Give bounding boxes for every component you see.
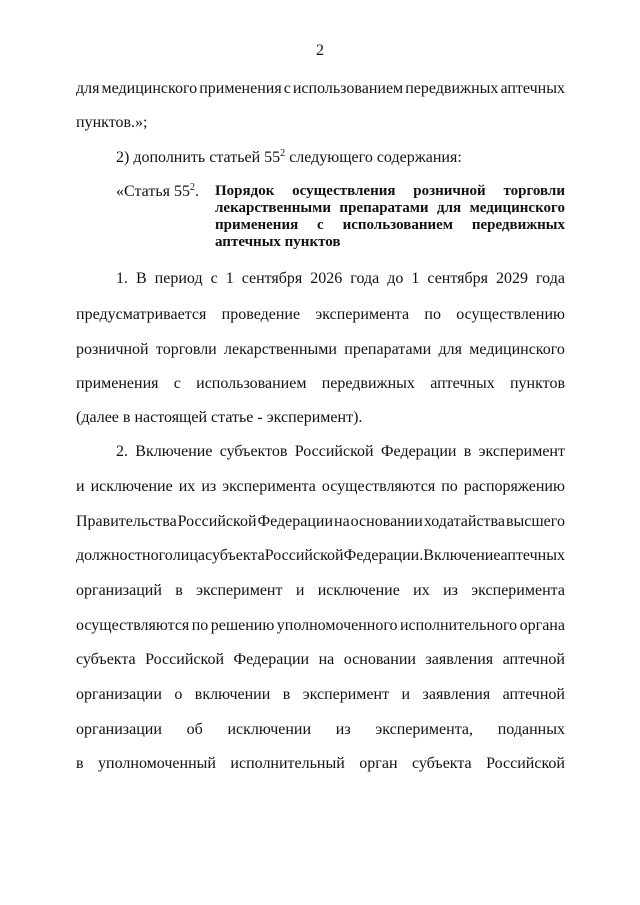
word: медицинского [469, 200, 565, 216]
paragraph-line [116, 269, 565, 289]
word: с [283, 80, 291, 97]
word: торговли [503, 183, 565, 199]
word: 1 [225, 270, 234, 287]
intro-line [76, 79, 565, 99]
word: аптечных [500, 80, 565, 97]
word: по [424, 306, 441, 323]
paragraph-line [76, 720, 565, 740]
word: решению [210, 617, 275, 634]
word: Российской [145, 651, 225, 668]
word: использованием [196, 375, 307, 392]
word: распоряжению [463, 478, 565, 495]
word: аптечных [500, 547, 565, 564]
word: поданных [497, 721, 565, 738]
word: осуществлению [456, 306, 565, 323]
word: торговли [155, 341, 217, 358]
word: на [318, 651, 335, 668]
word: органа [519, 617, 565, 634]
word: орган [359, 755, 398, 772]
word: из [201, 478, 217, 495]
word: использованием [342, 217, 453, 233]
word: для [438, 341, 463, 358]
word: заявления [425, 651, 494, 668]
word: в [76, 755, 84, 772]
word: Российской [294, 443, 374, 460]
word: эксперимента [222, 478, 316, 495]
article-title-line [215, 217, 565, 234]
word: Включение [135, 443, 213, 460]
word: эксперимент [196, 582, 283, 599]
paragraph-line [76, 581, 565, 601]
word: по [441, 478, 458, 495]
word: в [463, 443, 472, 460]
paragraph-line [76, 650, 565, 670]
word: и [401, 686, 411, 703]
word: субъекта [76, 651, 136, 668]
word: Федерации [257, 513, 334, 530]
word: лекарственными [215, 200, 331, 216]
word: применения [199, 80, 282, 97]
word: розничной [76, 341, 149, 358]
word: года [536, 270, 565, 287]
word: Правительства [76, 513, 177, 530]
word: Федерации [233, 651, 310, 668]
word: с [173, 375, 181, 392]
word: Порядок [215, 183, 275, 199]
article-label: «Статья $55^2$. [116, 182, 199, 200]
word: и [295, 582, 305, 599]
word: субъекта [412, 755, 472, 772]
paragraph-line [76, 546, 565, 566]
word: организации [76, 721, 162, 738]
word: и [76, 478, 85, 495]
word: аптечной [502, 686, 565, 703]
paragraph-line [76, 477, 565, 497]
word: до [387, 270, 404, 287]
word: препаратами [339, 200, 429, 216]
word: 1 [411, 270, 420, 287]
word: ходатайства [423, 513, 505, 530]
word: Федерации. [343, 547, 424, 564]
word: медицинского [101, 80, 198, 97]
word: исполнительного [399, 617, 518, 634]
word: с [210, 270, 218, 287]
word: лица [172, 547, 206, 564]
word: 1. [116, 270, 128, 287]
word: эксперимент [478, 443, 565, 460]
word: аптечной [502, 651, 565, 668]
page-number: 2 [316, 42, 324, 59]
word: в [175, 582, 183, 599]
word: организаций [76, 582, 162, 599]
word: высшего [505, 513, 565, 530]
word: уполномоченного [276, 617, 398, 634]
word: основании [350, 513, 423, 530]
article-title-line: аптечных пунктов [215, 234, 341, 250]
word: из [443, 582, 458, 599]
word: заявления [422, 686, 491, 703]
word: эксперимент [302, 686, 390, 703]
paragraph-line [76, 616, 565, 636]
article-title-line [215, 183, 565, 200]
word: осуществляются [321, 478, 436, 495]
word: для [437, 200, 462, 216]
word: передвижных [405, 80, 499, 97]
word: исключении [227, 721, 312, 738]
word: основании [343, 651, 416, 668]
word: передвижных [321, 375, 415, 392]
word: об [186, 721, 203, 738]
word: организации [76, 686, 162, 703]
word: применения [215, 217, 299, 233]
word: В [136, 270, 147, 287]
word: эксперимента [315, 306, 410, 323]
word: с [317, 217, 324, 233]
word: предусматривается [76, 306, 207, 323]
word: лекарственными [224, 341, 337, 358]
word: года [350, 270, 380, 287]
word: их [413, 582, 430, 599]
word: эксперимента, [375, 721, 474, 738]
article-title-line [215, 200, 565, 217]
amendment-text-rest: следующего содержания: [285, 149, 462, 166]
word: их [178, 478, 196, 495]
paragraph-line [76, 512, 565, 532]
paragraph-line [76, 754, 565, 774]
paragraph-line [76, 374, 565, 394]
amendment-text: 2) дополнить статьей 55 [116, 149, 281, 166]
word: Российской [177, 513, 257, 530]
word: субъекта [205, 547, 265, 564]
word: включении [194, 686, 271, 703]
word: розничной [413, 183, 486, 199]
word: для [76, 80, 100, 97]
word: субъектов [219, 443, 288, 460]
word: в [282, 686, 291, 703]
word: эксперимента [471, 582, 565, 599]
word: осуществления [292, 183, 396, 199]
word: 2029 [496, 270, 528, 287]
word: исключение [317, 582, 400, 599]
word: на [334, 513, 350, 530]
word: исключение [90, 478, 173, 495]
word: пунктов [509, 375, 565, 392]
paragraph-line [76, 340, 565, 360]
word: Российской [264, 547, 344, 564]
word: сентября [241, 270, 303, 287]
word: уполномоченный [98, 755, 216, 772]
word: передвижных [471, 217, 565, 233]
word: 2. [116, 443, 128, 460]
word: Федерации [380, 443, 457, 460]
amendment-item [116, 148, 565, 168]
word: применения [76, 375, 159, 392]
paragraph-line [116, 442, 565, 462]
word: аптечных [430, 375, 495, 392]
paragraph-line [76, 305, 565, 325]
word: исполнительный [230, 755, 345, 772]
word: Российской [486, 755, 565, 772]
amendment-superscript: 2 [280, 148, 286, 159]
word: Включение [423, 547, 501, 564]
paragraph-line: (далее в настоящей статье - эксперимент). [76, 409, 363, 426]
word: использованием [292, 80, 404, 97]
word: о [174, 686, 183, 703]
word: из [335, 721, 351, 738]
word: препаратами [344, 341, 432, 358]
word: по [191, 617, 209, 634]
paragraph-line [76, 685, 565, 705]
word: период [154, 270, 203, 287]
word: сентября [427, 270, 488, 287]
word: 2026 [310, 270, 343, 287]
word: осуществляются [76, 617, 190, 634]
intro-line: пунктов.»; [76, 114, 148, 131]
word: медицинского [469, 341, 565, 358]
word: проведение [221, 306, 301, 323]
word: должностного [76, 547, 173, 564]
